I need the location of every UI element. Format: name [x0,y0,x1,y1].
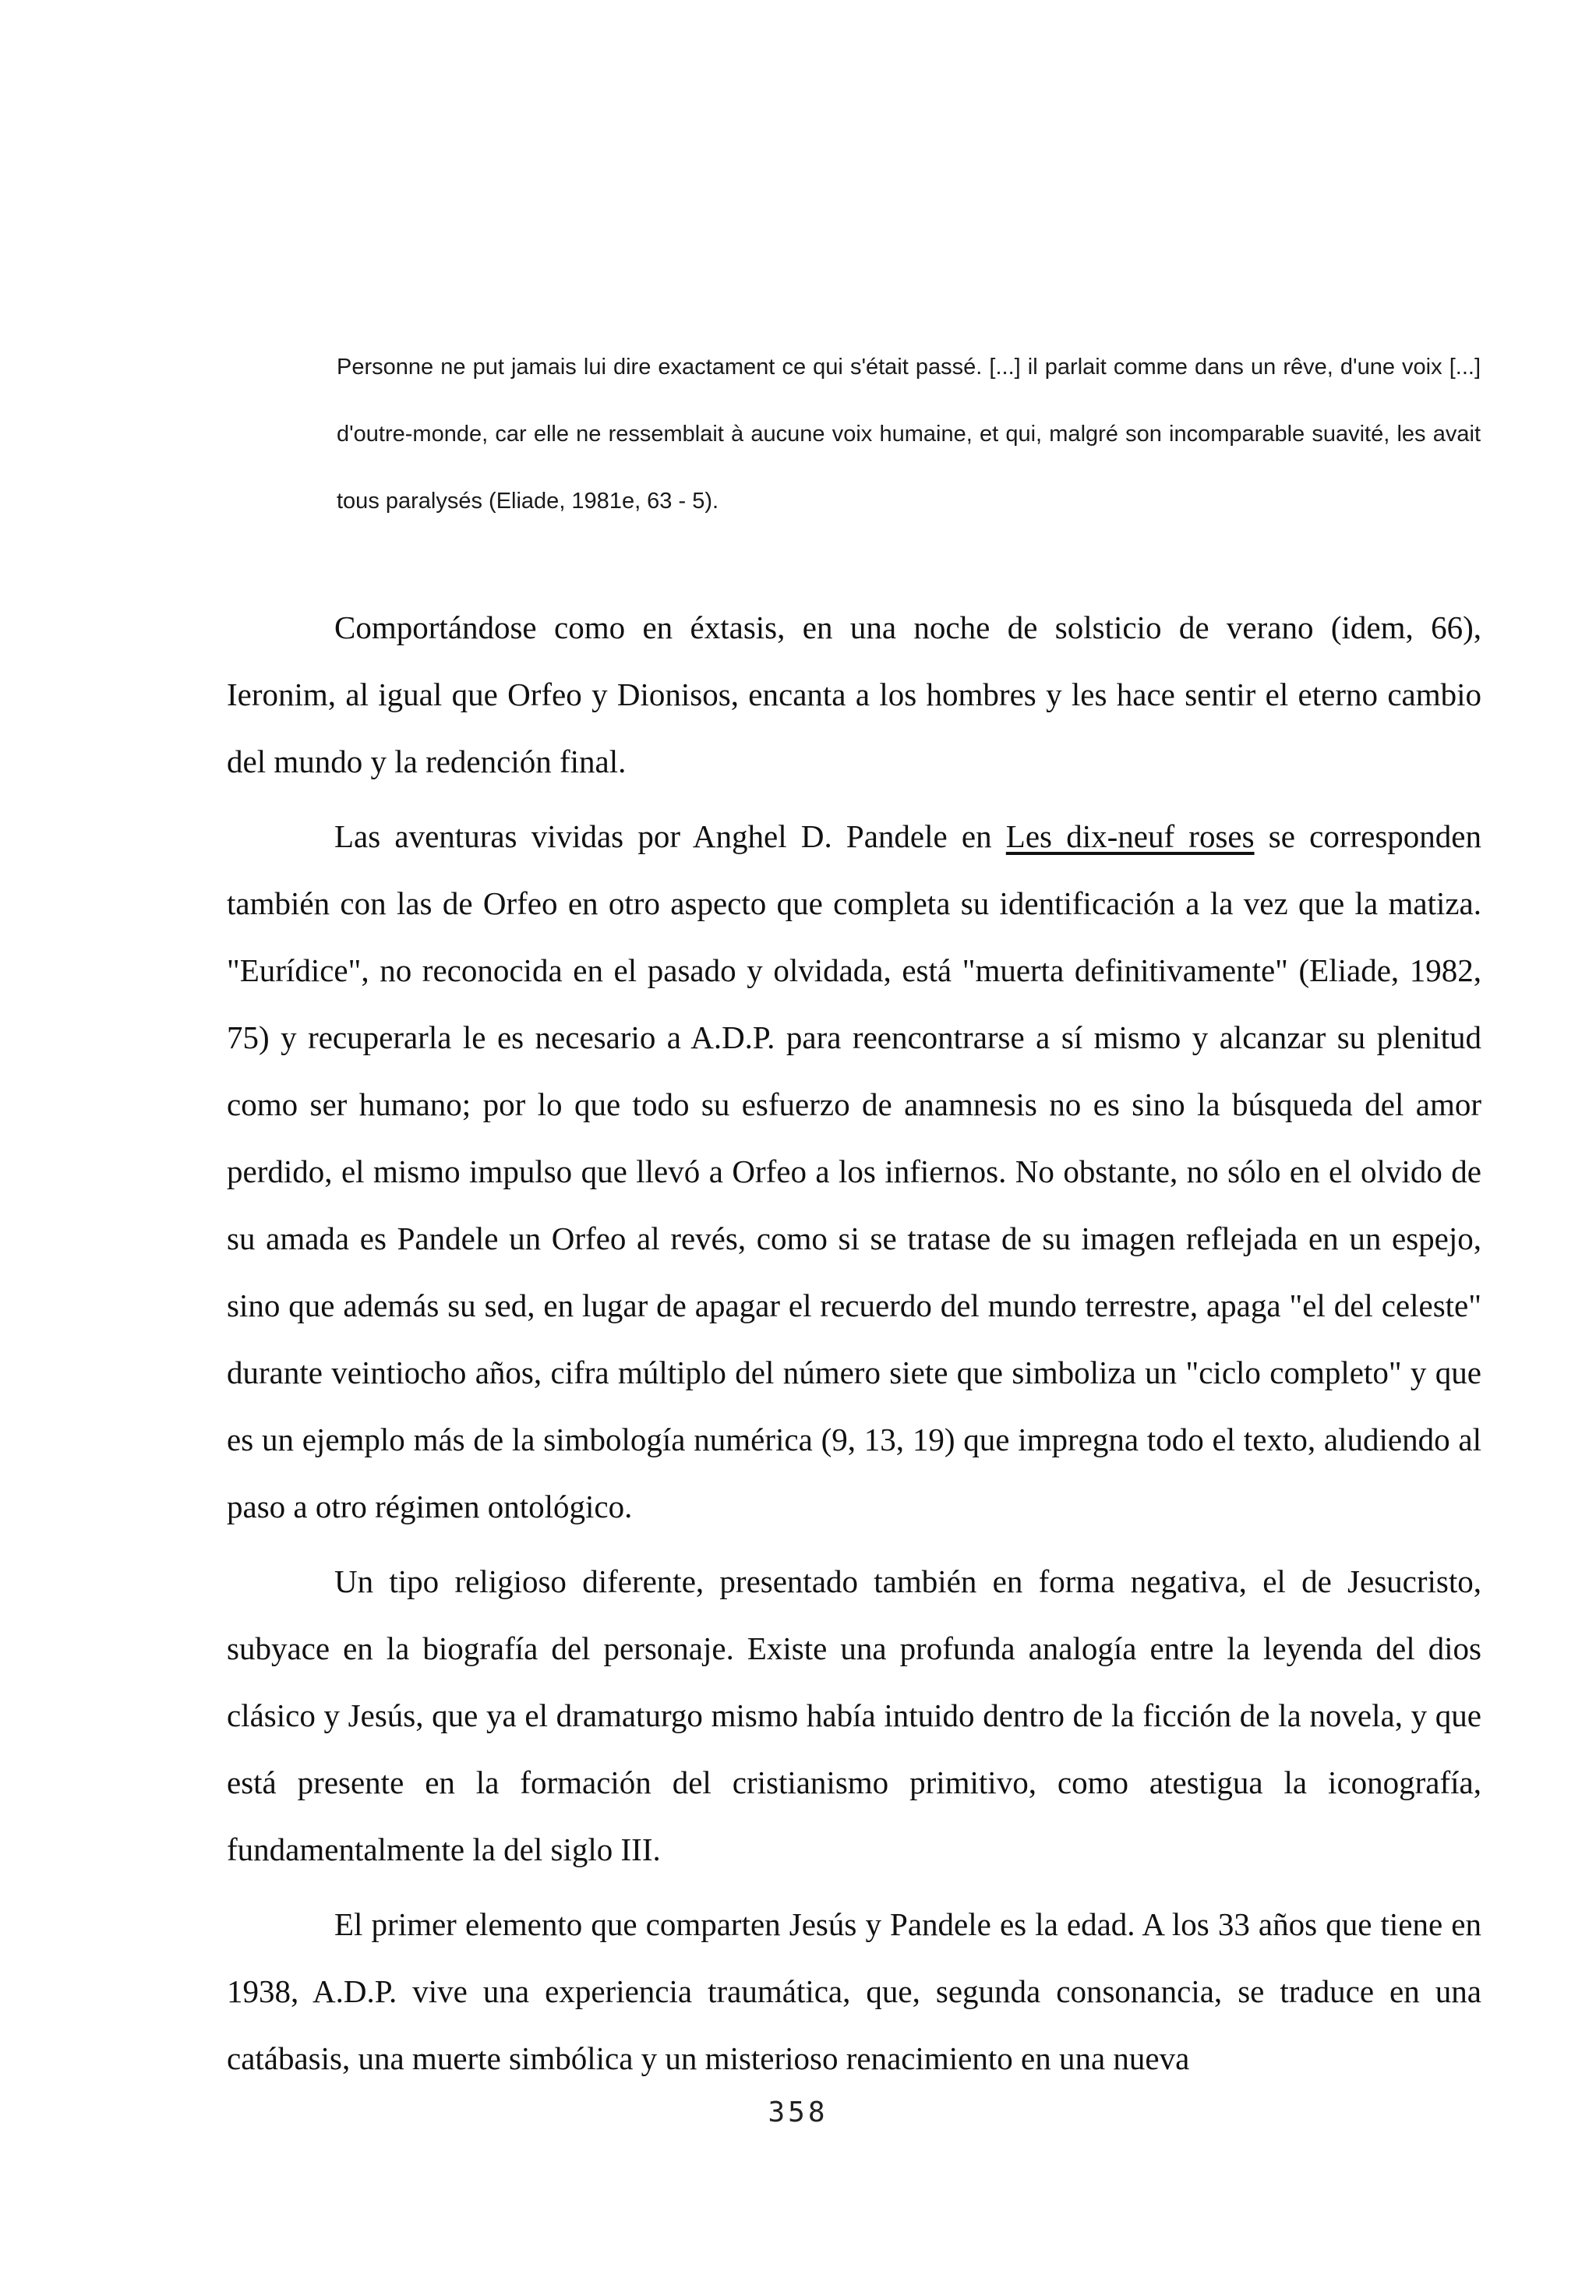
body-text [227,594,1481,2092]
text-run: se corresponden también con las de Orfeo en otro aspecto que completa su identificación a la vez que la matiza. "Eurídice", no reconocida en el pasado y olvidada, está "muerta definitivamente" (Eliade, 1982, 75) y recuperarla le es necesario a A.D.P. para reencontrarse a sí mismo y alcanzar su plenitud como ser humano; por lo que todo su esfuerzo de anamnesis no es sino la búsqueda del amor perdido, el mismo impulso que llevó a Orfeo a los infiernos. No obstante, no sólo en el olvido de su amada es Pandele un Orfeo al revés, como si se tratase de su imagen reflejada en un espejo, sino que además su sed, en lugar de apagar el recuerdo del mundo terrestre, apaga "el del celeste" durante veintiocho años, cifra múltiplo del número siete que simboliza un "ciclo completo" y que es un ejemplo más de la simbología numérica (9, 13, 19) que impregna todo el texto, aludiendo al paso a otro régimen ontológico. [227,818,1481,1524]
paragraph: Un tipo religioso diferente, presentado también en forma negativa, el de Jesucristo, subyace en la biografía del personaje. Existe una profunda analogía entre la leyenda del dios clásico y Jesús, que ya el dramaturgo mismo había intuido dentro de la ficción de la novela, y que está presente en la formación del cristianismo primitivo, como atestigua la iconografía, fundamentalmente la del siglo III. [227,1563,1481,1867]
paragraph: Comportándose como en éxtasis, en una noche de solsticio de verano (idem, 66), Ieronim, al igual que Orfeo y Dionisos, encanta a los hombres y les hace sentir el eterno cambio del mundo y la redención final. [227,609,1481,779]
block-quote: Personne ne put jamais lui dire exactament ce qui s'était passé. [...] il parlait comme dans un rêve, d'une voix [...] d'outre-monde, car elle ne ressemblait à aucune voix humaine, et qui, malgré son incomparable suavité, les avait tous paralysés (Eliade, 1981e, 63 - 5). [337,355,1481,514]
paragraph [227,803,1481,1540]
text-run: Las aventuras vividas por Anghel D. Pandele en [334,818,1006,854]
page-number: 358 [768,2096,828,2128]
book-title: Les dix-neuf roses [1005,818,1255,854]
paragraph: El primer elemento que comparten Jesús y Pandele es la edad. A los 33 años que tiene en 1938, A.D.P. vive una experiencia traumática, que, segunda consonancia, se traduce en una catábasis, una muerte simbólica y un misterioso renacimiento en una nueva [227,1906,1481,2076]
